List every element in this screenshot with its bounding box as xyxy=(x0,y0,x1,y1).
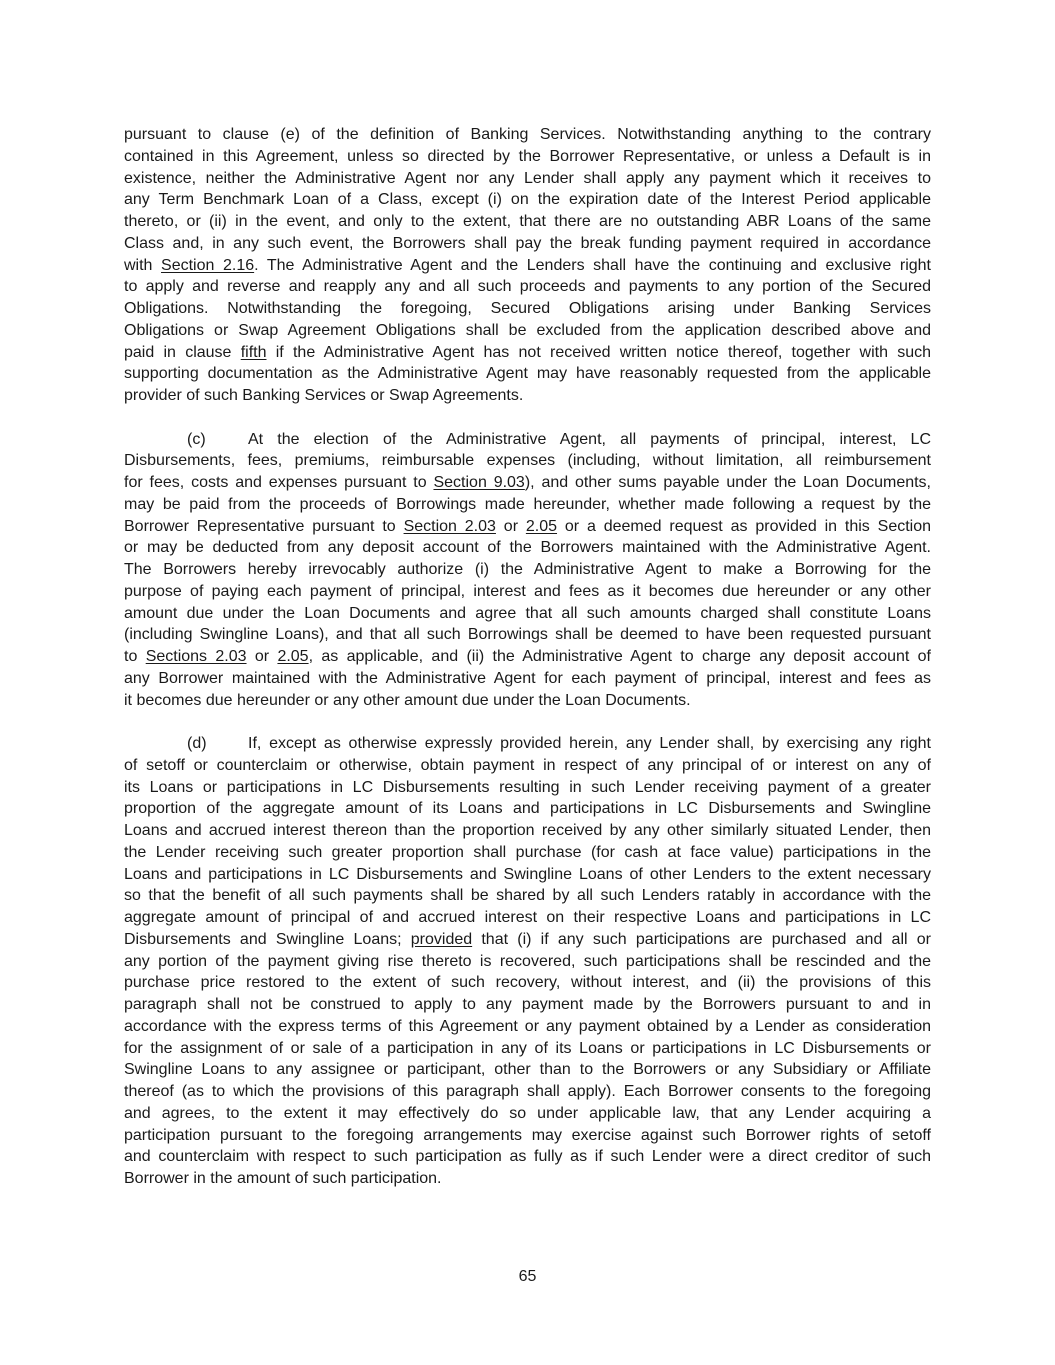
cross-reference: provided xyxy=(410,930,473,948)
cross-reference: 2.05 xyxy=(277,648,309,665)
text-run: amount due under the Loan Documents and agree that all such amounts charged shall constitute Loans xyxy=(124,604,931,622)
text-line xyxy=(124,907,931,929)
document-body xyxy=(124,124,931,1212)
text-line xyxy=(124,342,931,364)
cross-reference: Sections 2.03 xyxy=(145,648,247,665)
text-line xyxy=(124,777,931,799)
text-run: paid in clause xyxy=(124,343,241,361)
text-run: Swingline Loans to any assignee or participant, other than to the Borrowers or any Subsidiary or Affiliate xyxy=(124,1061,931,1079)
text-line xyxy=(124,690,931,712)
text-line xyxy=(124,798,931,820)
text-run: provider of such Banking Services or Swap Agreements. xyxy=(124,387,524,404)
text-run: Borrower Representative pursuant to xyxy=(124,517,404,535)
text-run: paragraph shall not be construed to apply to any payment made by the Borrowers pursuant to and in xyxy=(124,996,931,1013)
paragraph-label: (d) xyxy=(187,735,207,752)
text-run: proportion of the aggregate amount of its Loans and participations in LC Disbursements and Swingline xyxy=(124,800,931,818)
text-line xyxy=(124,168,931,190)
text-line xyxy=(124,276,931,298)
text-run: or a deemed request as provided in this Section xyxy=(557,517,932,535)
text-line xyxy=(124,516,931,538)
cross-reference: Section 2.03 xyxy=(403,517,496,535)
text-line xyxy=(124,494,931,516)
text-run: to xyxy=(124,648,146,665)
text-run: for fees, costs and expenses pursuant to xyxy=(124,474,434,491)
cross-reference: Section 9.03 xyxy=(433,474,525,491)
text-line xyxy=(124,885,931,907)
text-line xyxy=(124,1146,931,1168)
text-line xyxy=(124,211,931,233)
paragraph-label: (c) xyxy=(187,430,206,448)
text-run: and agrees, to the extent it may effectively do so under applicable law, that any Lender acquiring a xyxy=(124,1104,931,1122)
text-line xyxy=(124,755,931,777)
text-run: Loans and participations in LC Disbursements and Swingline Loans of other Lenders to the extent necessary xyxy=(124,865,931,883)
text-run: thereto, or (ii) in the event, and only to the extent, that there are no outstanding ABR Loans of the same xyxy=(124,213,931,230)
text-run: that (i) if any such participations are purchased and all or xyxy=(472,930,931,948)
text-line xyxy=(124,733,931,755)
text-line xyxy=(124,1081,931,1103)
text-line xyxy=(124,233,931,255)
text-run: purchase price restored to the extent of such recovery, without interest, and (ii) the provisions of this xyxy=(124,974,931,992)
text-line xyxy=(124,320,931,342)
text-run: At the election of the Administrative Agent, all payments of principal, interest, LC xyxy=(248,430,931,448)
text-line xyxy=(124,1059,931,1081)
text-run: Borrower in the amount of such participation. xyxy=(124,1170,442,1187)
text-line xyxy=(124,255,931,277)
text-run: or xyxy=(495,517,526,535)
text-line xyxy=(124,385,931,407)
text-line xyxy=(124,1125,931,1147)
text-run: If, except as otherwise expressly provided herein, any Lender shall, by exercising any right xyxy=(248,735,931,752)
text-run: and counterclaim with respect to such participation as fully as if such Lender were a direct creditor of such xyxy=(124,1148,931,1166)
cross-reference: fifth xyxy=(240,343,267,361)
text-run: Disbursements and Swingline Loans; xyxy=(124,930,411,948)
text-run: any portion of the payment giving rise thereto is recovered, such participations shall be rescinded and the xyxy=(124,952,931,970)
text-line xyxy=(124,668,931,690)
text-run: pursuant to clause (e) of the definition of Banking Services. Notwithstanding anything to the contrary xyxy=(124,126,931,143)
text-run: it becomes due hereunder or any other amount due under the Loan Documents. xyxy=(124,691,691,709)
text-run: with xyxy=(124,256,162,274)
text-run: the Lender receiving such greater proportion shall purchase (for cash at face value) participations in the xyxy=(124,843,931,861)
cross-reference: Section 2.16 xyxy=(161,256,255,274)
text-line xyxy=(124,146,931,168)
text-line xyxy=(124,298,931,320)
text-line xyxy=(124,1103,931,1125)
text-run: aggregate amount of principal of and accrued interest on their respective Loans and participations in LC xyxy=(124,909,931,926)
text-run: or may be deducted from any deposit account of the Borrowers maintained with the Administrative Agent. xyxy=(124,539,931,557)
text-line xyxy=(124,864,931,886)
text-run: so that the benefit of all such payments shall be shared by all such Lenders ratably in accordance with the xyxy=(124,887,931,905)
text-run: ), and other sums payable under the Loan Documents, xyxy=(524,474,931,491)
text-line xyxy=(124,189,931,211)
text-line xyxy=(124,1038,931,1060)
text-line xyxy=(124,820,931,842)
page-number: 65 xyxy=(518,1268,537,1285)
text-line xyxy=(124,603,931,625)
text-line xyxy=(124,951,931,973)
text-run: Disbursements, fees, premiums, reimbursable expenses (including, without limitation, all reimbursement xyxy=(124,452,931,470)
text-line xyxy=(124,472,931,494)
text-run: Obligations or Swap Agreement Obligations shall be excluded from the application described above and xyxy=(124,321,931,339)
text-line xyxy=(124,124,931,146)
text-line xyxy=(124,646,931,668)
text-run: may be paid from the proceeds of Borrowings made hereunder, whether made following a request by the xyxy=(124,495,931,513)
text-line xyxy=(124,1016,931,1038)
text-line xyxy=(124,537,931,559)
text-run: participation pursuant to the foregoing arrangements may exercise against such Borrower rights of setoff xyxy=(124,1126,931,1144)
text-line xyxy=(124,929,931,951)
text-line xyxy=(124,450,931,472)
text-run: Class and, in any such event, the Borrowers shall pay the break funding payment required in accordance xyxy=(124,234,931,252)
text-line xyxy=(124,994,931,1016)
text-run: , as applicable, and (ii) the Administrative Agent to charge any deposit account of xyxy=(308,648,932,665)
text-run: Obligations. Notwithstanding the foregoing, Secured Obligations arising under Banking Services xyxy=(124,300,931,317)
paragraph-c xyxy=(124,429,931,712)
text-run: Loans and accrued interest thereon than the proportion received by any other similarly situated Lender, then xyxy=(124,822,931,839)
text-run: any Term Benchmark Loan of a Class, except (i) on the expiration date of the Interest Period applicable xyxy=(124,191,931,209)
text-run: thereof (as to which the provisions of this paragraph shall apply). Each Borrower consents to the foregoing xyxy=(124,1083,931,1100)
text-line xyxy=(124,624,931,646)
cross-reference: 2.05 xyxy=(525,517,558,535)
text-run: of setoff or counterclaim or otherwise, obtain payment in respect of any principal of or interest on any of xyxy=(124,756,931,774)
text-run: any Borrower maintained with the Administrative Agent for each payment of principal, interest and fees as xyxy=(124,669,931,687)
text-line xyxy=(124,1168,931,1190)
paragraph-d xyxy=(124,733,931,1190)
text-run: . The Administrative Agent and the Lenders shall have the continuing and exclusive right xyxy=(254,256,932,274)
text-line xyxy=(124,363,931,385)
text-run: purpose of paying each payment of principal, interest and fees as it becomes due hereunder or any other xyxy=(124,582,931,600)
paragraph-continued xyxy=(124,124,931,407)
text-line xyxy=(124,559,931,581)
text-line xyxy=(124,429,931,451)
text-line xyxy=(124,581,931,603)
text-run: if the Administrative Agent has not received written notice thereof, together with such xyxy=(266,343,932,361)
text-run: for the assignment of or sale of a participation in any of its Loans or participations in LC Disbursements or xyxy=(124,1039,931,1057)
text-run: The Borrowers hereby irrevocably authorize (i) the Administrative Agent to make a Borrowing for the xyxy=(124,561,931,578)
text-run: its Loans or participations in LC Disbursements resulting in such Lender receiving payment of a greater xyxy=(124,778,931,796)
text-run: to apply and reverse and reapply any and all such proceeds and payments to any portion of the Secured xyxy=(124,278,931,296)
text-run: contained in this Agreement, unless so directed by the Borrower Representative, or unless a Default is in xyxy=(124,147,931,165)
text-run: existence, neither the Administrative Agent nor any Lender shall apply any payment which it receives to xyxy=(124,169,931,187)
text-run: (including Swingline Loans), and that all such Borrowings shall be deemed to have been requested pursuant xyxy=(124,626,931,644)
text-line xyxy=(124,972,931,994)
text-run: or xyxy=(246,648,278,665)
text-run: supporting documentation as the Administrative Agent may have reasonably requested from the applicable xyxy=(124,365,931,383)
text-line xyxy=(124,842,931,864)
text-run: accordance with the express terms of this Agreement or any payment obtained by a Lender as consideration xyxy=(124,1017,931,1035)
